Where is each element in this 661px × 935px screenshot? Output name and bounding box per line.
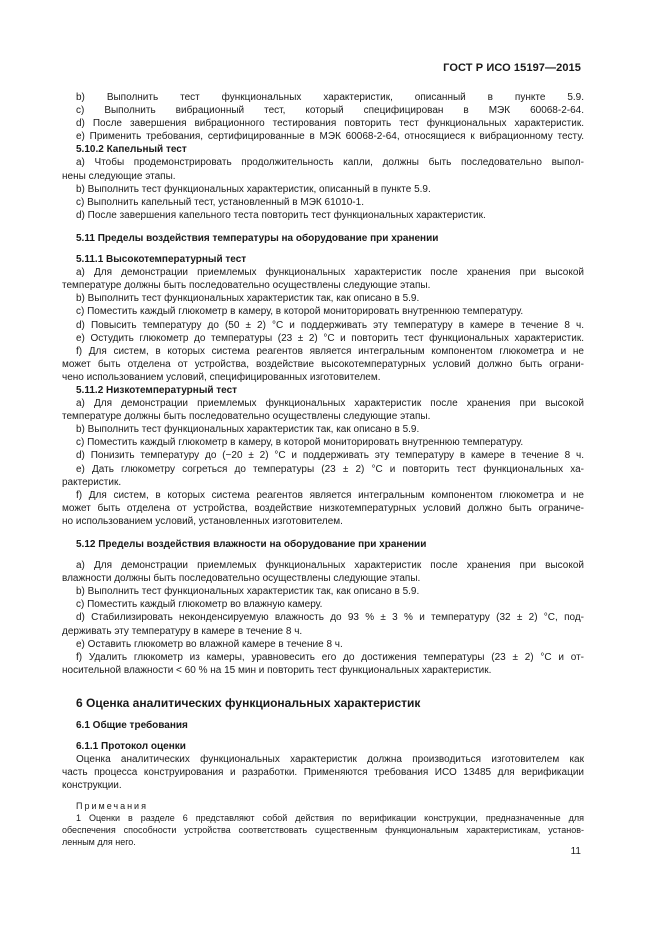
text-line: b) Выполнить тест функциональных характеристик, описанный в пункте 5.9. [76, 183, 431, 195]
spacer [62, 711, 584, 719]
text-line: носительной влажности < 60 % на 15 мин и повторить тест функциональных характеристик. [62, 664, 492, 676]
standard-header: ГОСТ Р ИСО 15197—2015 [443, 62, 581, 74]
text-line: температуре должны быть последовательно осуществлены следующие этапы. [62, 411, 431, 423]
spacer [62, 677, 584, 687]
note-line: обеспечения способности устройства соответствовать существенным функциональным характеристикам, установ- [62, 825, 584, 836]
text-line: может быть отделена от устройства, воздействие высокотемпературных условий должно быть ограни- [62, 358, 584, 370]
text-line: 6.1 Общие требования [76, 719, 188, 731]
text-line: конструкции. [62, 780, 122, 792]
text-line: b) Выполнить тест функциональных характеристик так, как описано в 5.9. [76, 424, 420, 436]
text-line: c) Поместить каждый глюкометр в камеру, в которой мониторировать внутреннюю температуру. [76, 437, 524, 449]
text-line: нены следующие этапы. [62, 170, 176, 182]
text-line: 5.11 Пределы воздействия температуры на оборудование при хранении [76, 232, 439, 244]
text-line: чено использованием условий, специфицированных изготовителем. [62, 371, 381, 383]
text-line: f) Для систем, в которых система реагентов является интегральным компонентом глюкометра и не [76, 489, 584, 501]
text-line: a) Чтобы продемонстрировать продолжительность капли, должны быть последовательно выпол- [76, 157, 584, 169]
text-line: 5.12 Пределы воздействия влажности на оборудование при хранении [76, 539, 427, 550]
text-line: 6.1.1 Протокол оценки [76, 741, 186, 753]
spacer [62, 687, 584, 695]
text-line: Оценка аналитических функциональных характеристик должна производиться изготовителем как [76, 754, 584, 766]
note-line: Примечания [76, 801, 148, 812]
text-line: температуре должны быть последовательно осуществлены следующие этапы. [62, 280, 431, 292]
text-line: d) Стабилизировать неконденсируемую влажность до 93 % ± 3 % и температуру (32 ± 2) °С, под- [76, 612, 584, 624]
text-line: f) Для систем, в которых система реагентов является интегральным компонентом глюкометра и не [76, 345, 584, 357]
spacer [62, 792, 584, 800]
text-line: d) После завершения капельного теста повторить тест функциональных характеристик. [76, 209, 486, 221]
text-line: 5.10.2 Капельный тест [76, 144, 187, 156]
text-line: c) Поместить каждый глюкометр в камеру, в которой мониторировать внутреннюю температуру. [76, 306, 524, 318]
text-line: b) Выполнить тест функциональных характеристик так, как описано в 5.9. [76, 293, 420, 305]
spacer [62, 551, 584, 559]
text-line: d) Понизить температуру до (−20 ± 2) °С и поддерживать эту температуру в камере в течение 8 ч. [76, 450, 584, 462]
page-number: 11 [570, 846, 581, 857]
text-line: e) Применить требования, сертифицированные в МЭК 60068-2-64, относящиеся к вибрационному тесту. [76, 131, 584, 143]
text-line: 5.11.1 Высокотемпературный тест [76, 254, 247, 266]
spacer [62, 528, 584, 538]
text-line: d) После завершения вибрационного тестирования повторить тест функциональных характеристик. [76, 118, 584, 130]
spacer [62, 222, 584, 232]
text-line: f) Удалить глюкометр из камеры, уравновесить его до достижения температуры (23 ± 2) °С и от- [76, 651, 584, 663]
text-line: часть процесса конструирования и разработки. Применяются требования ИСО 13485 для верификации [62, 767, 584, 779]
note-line: ленным для него. [62, 837, 136, 848]
document-body [62, 91, 584, 848]
text-line: влажности должны быть последовательно осуществлены следующие этапы. [62, 573, 421, 585]
text-line: a) Для демонстрации приемлемых функциональных характеристик после хранения при высокой [76, 267, 584, 279]
spacer [62, 245, 584, 253]
text-line: a) Для демонстрации приемлемых функциональных характеристик после хранения при высокой [76, 398, 584, 410]
text-line: держивать эту температуру в камере в течение 8 ч. [62, 625, 303, 637]
text-line: c) Поместить каждый глюкометр во влажную камеру. [76, 599, 323, 611]
text-line: но использованием условий, установленных изготовителем. [62, 515, 343, 527]
note-line: 1 Оценки в разделе 6 представляют собой действия по верификации конструкции, предназначенные для [76, 813, 584, 824]
text-line: c) Выполнить вибрационный тест, который специфицирован в МЭК 60068-2-64. [76, 105, 584, 117]
text-line: e) Остудить глюкометр до температуры (23 ± 2) °С и повторить тест функциональных характеристик. [76, 332, 584, 344]
text-line: b) Выполнить тест функциональных характеристик так, как описано в 5.9. [76, 586, 420, 598]
text-line: b) Выполнить тест функциональных характеристик, описанный в пункте 5.9. [76, 92, 584, 103]
text-line: c) Выполнить капельный тест, установленный в МЭК 61010-1. [76, 196, 364, 208]
text-line: рактеристик. [62, 476, 122, 488]
text-line: 5.11.2 Низкотемпературный тест [76, 384, 238, 396]
spacer [62, 732, 584, 740]
text-line: может быть отделена от устройства, воздействие низкотемпературных условий должно быть ограниче- [62, 502, 584, 514]
text-line: e) Оставить глюкометр во влажной камере в течение 8 ч. [76, 638, 343, 650]
text-line: e) Дать глюкометру согреться до температуры (23 ± 2) °С и повторить тест функциональных ха- [76, 463, 584, 475]
section-heading: 6 Оценка аналитических функциональных характеристик [76, 695, 421, 710]
text-line: d) Повысить температуру до (50 ± 2) °С и поддерживать эту температуру в камере в течение 8 ч. [76, 319, 584, 331]
text-line: a) Для демонстрации приемлемых функциональных характеристик после хранения при высокой [76, 560, 584, 572]
